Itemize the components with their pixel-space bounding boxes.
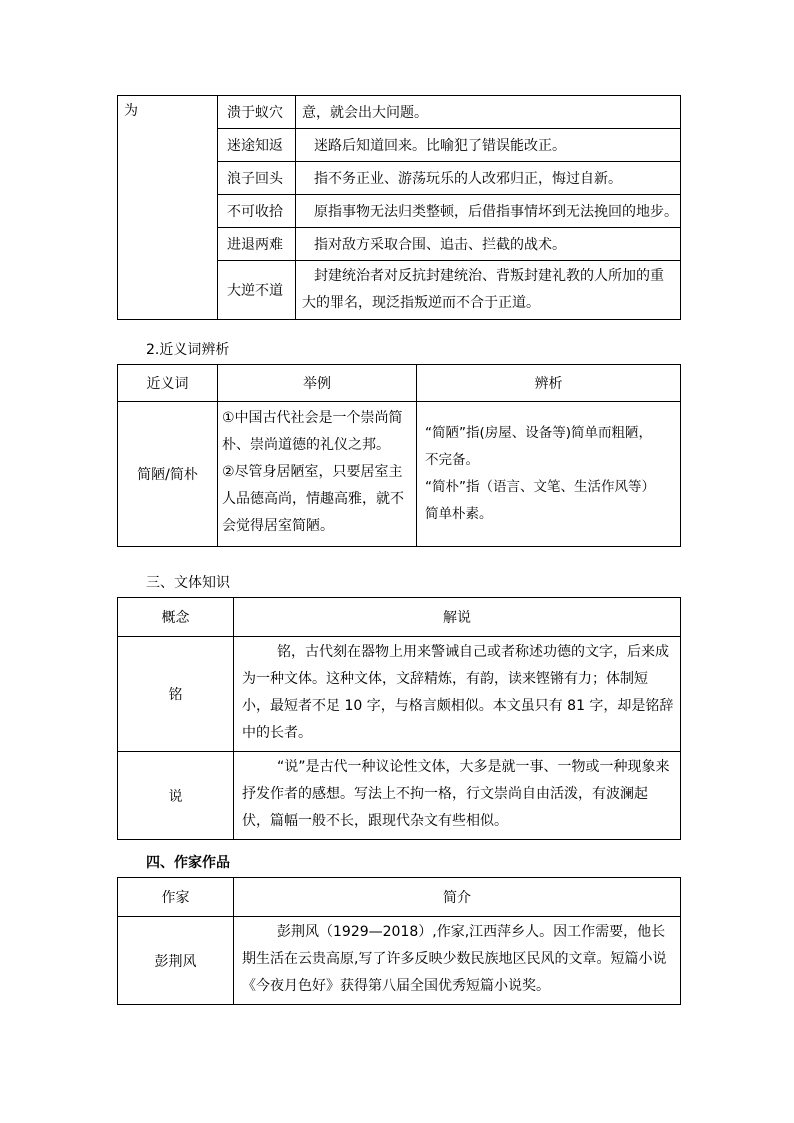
genre-term: 说: [118, 752, 234, 840]
idiom-word: 不可收拾: [218, 195, 296, 228]
genre-description: “说”是古代一种议论性文体，大多是就一事、一物或一种现象来抒发作者的感想。写法上不拘一格，行文崇尚自由活泼，有波澜起伏，篇幅一般不长，跟现代杂文有些相似。: [234, 752, 681, 840]
definition-line: 封建统治者对反抗封建统治、背叛封建礼教的人所加的重: [314, 268, 664, 284]
column-header: 举例: [218, 365, 417, 402]
section-heading: 三、文体知识: [146, 575, 230, 591]
column-header: 辨析: [417, 365, 681, 402]
author-name: 彭荆风: [118, 917, 234, 1005]
column-header: 近义词: [118, 365, 218, 402]
idiom-definition: 指不务正业、游荡玩乐的人改邪归正，悔过自新。: [296, 162, 681, 195]
analysis-line: “简陋”指(房屋、设备等)简单而粗陋，: [425, 425, 653, 441]
section-heading: 四、作家作品: [146, 855, 230, 871]
analysis-cell: [417, 402, 681, 547]
idiom-definition: 意，就会出大问题。: [296, 96, 681, 129]
analysis-line: 不完备。: [425, 452, 479, 468]
idiom-table: [117, 95, 681, 320]
idiom-word: 进退两难: [218, 228, 296, 261]
table-row: [118, 917, 681, 1005]
column-header: 解说: [234, 598, 681, 637]
table-row: [118, 402, 681, 547]
idiom-definition: 迷路后知道回来。比喻犯了错误能改正。: [296, 129, 681, 162]
column-header: 作家: [118, 878, 234, 917]
example-line: 朴、崇尚道德的礼仪之邦。: [222, 437, 390, 453]
genre-table: [117, 597, 681, 840]
idiom-word: 大逆不道: [218, 261, 296, 320]
idiom-word: 迷途知返: [218, 129, 296, 162]
table-cell: 为: [118, 96, 218, 320]
example-line: ①中国古代社会是一个崇尚简: [222, 410, 403, 426]
analysis-line: “简朴”指（语言、文笔、生活作风等）: [425, 479, 655, 495]
table-row: [118, 752, 681, 840]
analysis-line: 简单朴素。: [425, 506, 493, 522]
section-heading: 2.近义词辨析: [146, 342, 230, 358]
example-line: 人品德高尚，情趣高雅，就不: [222, 491, 404, 507]
table-row: [118, 96, 681, 129]
example-cell: [218, 402, 417, 547]
synonym-word: 简陋/简朴: [118, 402, 218, 547]
genre-term: 铭: [118, 637, 234, 752]
idiom-definition: 原指事物无法归类整顿，后借指事情坏到无法挽回的地步。: [296, 195, 681, 228]
idiom-word: 溃于蚁穴: [218, 96, 296, 129]
column-header: 概念: [118, 598, 234, 637]
example-line: ②尽管身居陋室，只要居室主: [222, 464, 403, 480]
column-header: 简介: [234, 878, 681, 917]
author-bio: 彭荆风（1929—2018）,作家,江西萍乡人。因工作需要，他长期生活在云贵高原,写了许多反映少数民族地区民风的文章。短篇小说《今夜月色好》获得第八届全国优秀短篇小说奖。: [234, 917, 681, 1005]
table-header-row: [118, 365, 681, 402]
idiom-definition: [296, 261, 681, 320]
table-row: [118, 637, 681, 752]
author-table: [117, 877, 681, 1005]
example-line: 会觉得居室简陋。: [222, 518, 334, 534]
table-header-row: [118, 878, 681, 917]
definition-line: 大的罪名，现泛指叛逆而不合于正道。: [302, 295, 540, 311]
synonym-table: [117, 364, 681, 547]
table-header-row: [118, 598, 681, 637]
genre-description: 铭，古代刻在器物上用来警诫自己或者称述功德的文字，后来成为一种文体。这种文体，文辞精炼，有韵，读来铿锵有力；体制短小，最短者不足 10 字，与格言颇相似。本文虽只有 81 字，却是铭辞中的长者。: [234, 637, 681, 752]
idiom-definition: 指对敌方采取合围、追击、拦截的战术。: [296, 228, 681, 261]
idiom-word: 浪子回头: [218, 162, 296, 195]
